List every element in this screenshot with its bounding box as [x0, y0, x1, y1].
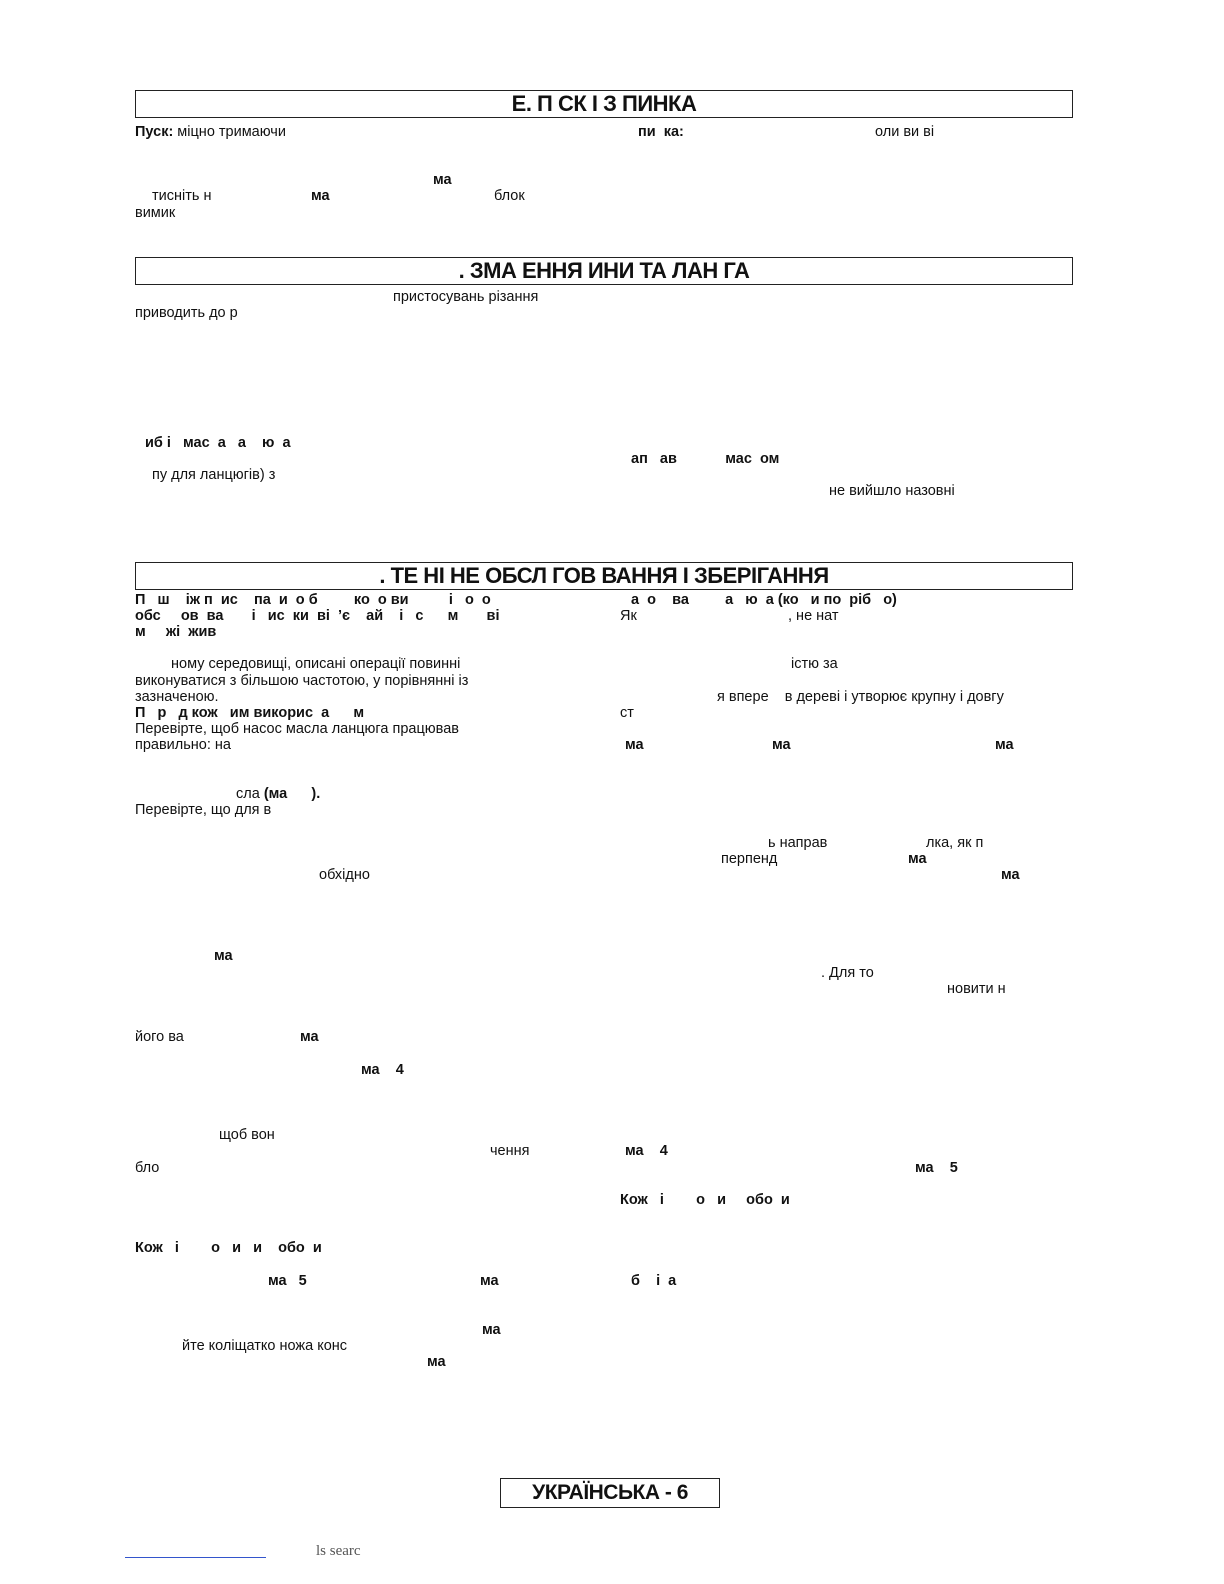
text-fragment: вимик — [135, 205, 176, 221]
text-fragment: П р д кож им викорис а м — [135, 705, 365, 721]
text-fragment: щоб вон — [219, 1127, 275, 1143]
text-fragment: тисніть н — [152, 188, 212, 204]
link-underline[interactable] — [125, 1557, 266, 1558]
text-fragment: сла — [236, 786, 264, 802]
text-fragment: Кож і о и обо и — [620, 1192, 790, 1208]
text-fragment: зазначеною. — [135, 689, 219, 705]
text-fragment: бло — [135, 1160, 160, 1176]
text-fragment: Як — [620, 608, 637, 624]
search-text-fragment: ls searc — [316, 1543, 361, 1559]
text-fragment: йте коліщатко ножа конс — [182, 1338, 348, 1354]
text-fragment: . Для то — [821, 965, 874, 981]
text-fragment: оли ви ві — [875, 124, 935, 140]
text-fragment: ма — [427, 1354, 446, 1370]
text-fragment: міцно тримаючи — [173, 124, 286, 140]
text-fragment: ма 4 — [361, 1062, 404, 1078]
text-fragment: виконуватися з більшою частотою, у порівнянні із — [135, 673, 469, 689]
text-fragment: иб і мас а а ю а — [145, 435, 291, 451]
text-fragment: істю за — [791, 656, 838, 672]
text-fragment: П ш іж п ис па и о б ко о ви і о о — [135, 592, 491, 608]
text-fragment: ма — [311, 188, 330, 204]
text-fragment: ст — [620, 705, 634, 721]
text-fragment: м жі жив — [135, 624, 217, 640]
text-fragment: не вийшло назовні — [829, 483, 955, 499]
text-fragment: лка, як п — [926, 835, 984, 851]
text-fragment: обс ов ва і ис ки ві ’є ай і с м ві — [135, 608, 500, 624]
text-fragment: ма — [772, 737, 791, 753]
text-fragment: новити н — [947, 981, 1006, 997]
text-fragment: приводить до р — [135, 305, 238, 321]
text-fragment: а о ва а ю а (ко и по ріб о) — [631, 592, 897, 608]
text-fragment: Кож і о и и обо и — [135, 1240, 322, 1256]
text-fragment: ному середовищі, описані операції повинні — [171, 656, 461, 672]
text-fragment: б і а — [631, 1273, 677, 1289]
text-fragment: ма — [480, 1273, 499, 1289]
text-fragment: , не нат — [788, 608, 839, 624]
section-title-maintenance-storage: . ТЕ НІ НЕ ОБСЛ ГОВ ВАННЯ І ЗБЕРІГАННЯ — [135, 562, 1073, 590]
text-fragment: пи ка: — [638, 124, 684, 140]
text-fragment: ма — [214, 948, 233, 964]
text-fragment: ма 4 — [625, 1143, 668, 1159]
text-fragment: ап ав мас ом — [631, 451, 780, 467]
text-fragment: ма — [995, 737, 1014, 753]
text-line — [236, 786, 320, 802]
bold-term: Пуск: — [135, 124, 174, 140]
text-fragment: ма 5 — [915, 1160, 958, 1176]
text-fragment: ма — [482, 1322, 501, 1338]
text-fragment: блок — [494, 188, 525, 204]
text-line — [135, 124, 286, 140]
text-fragment: ма 5 — [268, 1273, 307, 1289]
text-fragment: чення — [490, 1143, 530, 1159]
text-fragment: Перевірте, щоб насос масла ланцюга працював — [135, 721, 459, 737]
text-fragment: ма — [300, 1029, 319, 1045]
text-fragment: ь направ — [768, 835, 828, 851]
text-fragment: ма — [433, 172, 452, 188]
text-fragment: пу для ланцюгів) з — [152, 467, 276, 483]
text-fragment: пристосувань різання — [393, 289, 539, 305]
text-fragment: ма — [1001, 867, 1020, 883]
bold-term: (ма ). — [263, 786, 321, 802]
text-fragment: правильно: на — [135, 737, 231, 753]
section-title-chain-lubrication: . ЗМА ЕННЯ ИНИ ТА ЛАН ГА — [135, 257, 1073, 285]
text-fragment: його ва — [135, 1029, 184, 1045]
text-fragment: Перевірте, що для в — [135, 802, 272, 818]
text-fragment: перпенд — [721, 851, 778, 867]
text-fragment: ма — [625, 737, 644, 753]
page-number-label: УКРАЇНСЬКА - 6 — [500, 1478, 720, 1508]
text-fragment: обхідно — [319, 867, 370, 883]
text-fragment: я впере в дереві і утворює крупну і довгу — [717, 689, 1004, 705]
text-fragment: ма — [908, 851, 927, 867]
section-title-start-stop: Е. П СК І З ПИНКА — [135, 90, 1073, 118]
